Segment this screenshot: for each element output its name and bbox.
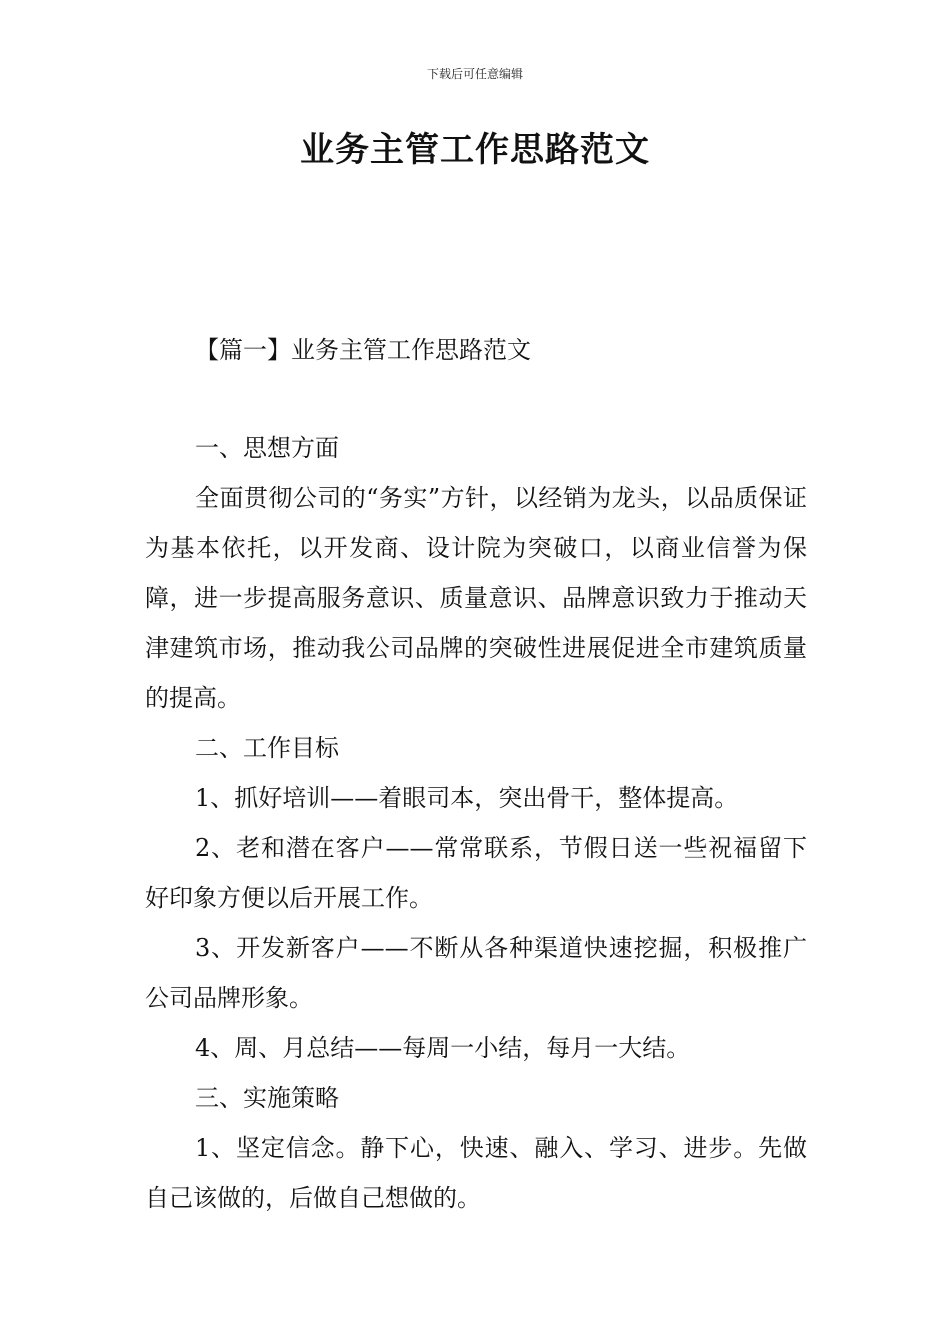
document-title: 业务主管工作思路范文 <box>300 130 650 170</box>
goal-item-training: 1、抓好培训——着眼司本，突出骨干，整体提高。 <box>195 784 739 812</box>
paragraph-thinking: 全面贯彻公司的“务实”方针，以经销为龙头，以品质保证为基本依托，以开发商、设计院为突破口，以商业信誉为保障，进一步提高服务意识、质量意识、品牌意识致力于推动天津建筑市场，推动我公司品牌的突破性进展促进全市建筑质量的提高。 <box>145 484 807 712</box>
heading-thinking: 一、思想方面 <box>195 434 339 462</box>
section-title: 【篇一】业务主管工作思路范文 <box>195 336 531 364</box>
document-body <box>145 423 807 1223</box>
goal-item-new-clients: 3、开发新客户——不断从各种渠道快速挖掘，积极推广公司品牌形象。 <box>145 934 807 1012</box>
header-note: 下载后可任意编辑 <box>426 67 523 81</box>
heading-strategy: 三、实施策略 <box>195 1084 339 1112</box>
strategy-item-belief: 1、坚定信念。静下心，快速、融入、学习、进步。先做自己该做的，后做自己想做的。 <box>145 1134 807 1212</box>
goal-item-summary: 4、周、月总结——每周一小结，每月一大结。 <box>195 1034 691 1062</box>
heading-goals: 二、工作目标 <box>195 734 339 762</box>
goal-item-existing-clients: 2、老和潜在客户——常常联系，节假日送一些祝福留下好印象方便以后开展工作。 <box>145 834 807 912</box>
